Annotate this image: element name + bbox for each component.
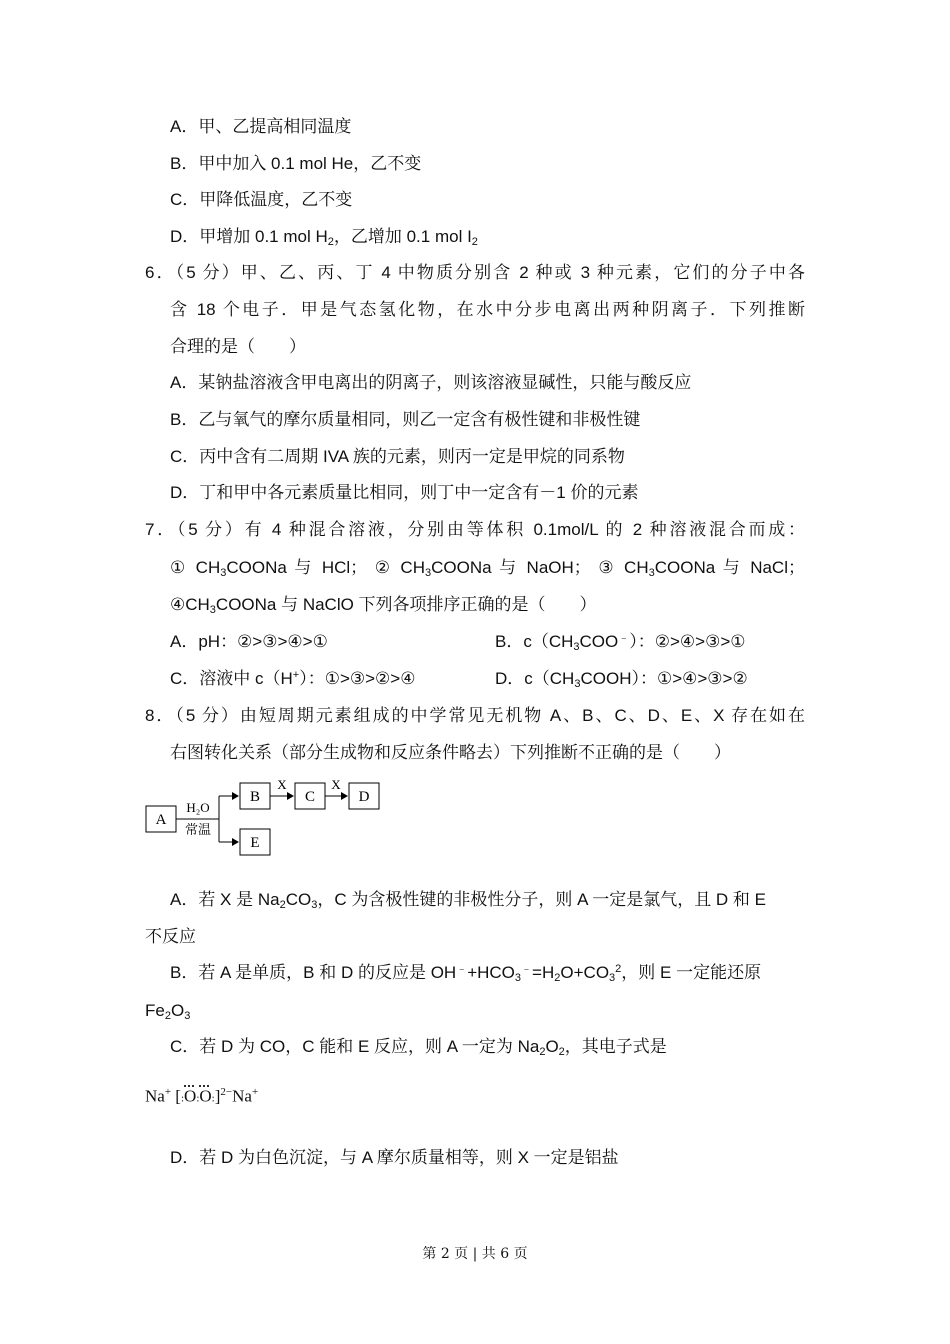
reagent-label: H₂O xyxy=(186,800,210,815)
text-segment: 2 xyxy=(558,1046,565,1058)
reagent-x-1: X xyxy=(277,777,287,792)
charge-plus: + xyxy=(164,1086,172,1098)
q5-option-a xyxy=(170,116,351,138)
text-segment: COONa 与 NaCl； xyxy=(654,558,805,577)
text-segment: 不反应 xyxy=(145,927,196,946)
text-segment: 3 xyxy=(311,899,318,911)
text-segment: 2 xyxy=(615,963,622,975)
text-segment: +HCO xyxy=(467,963,515,982)
text-segment: A．若 X 是 Na xyxy=(170,890,280,909)
text-segment: 合理的是（ ） xyxy=(170,337,306,356)
text-segment: 2 xyxy=(554,972,561,984)
text-segment: 2 xyxy=(279,899,286,911)
text-segment: 3 xyxy=(184,1010,191,1022)
text-segment: 3 xyxy=(609,972,616,984)
text-segment: =H xyxy=(532,963,555,982)
q8-option-b-2 xyxy=(145,1000,190,1022)
text-segment: Fe xyxy=(145,1001,165,1020)
text-segment: ）：①>③>②>④ xyxy=(299,669,416,688)
conversion-diagram xyxy=(144,776,384,856)
oxygen-1: O xyxy=(184,1086,197,1106)
text-segment: D．若 D 为白色沉淀，与 A 摩尔质量相等，则 X 一定是铝盐 xyxy=(170,1148,619,1167)
page-footer: 第 2 页 | 共 6 页 xyxy=(422,1246,528,1262)
text-segment: ，其电子式是 xyxy=(564,1037,667,1056)
sodium: Na xyxy=(232,1086,252,1106)
text-segment: A．甲、乙提高相同温度 xyxy=(170,117,352,136)
q7-stem-2 xyxy=(170,557,805,579)
text-segment: 2 xyxy=(327,236,334,248)
text-segment: CO xyxy=(285,890,312,909)
text-segment: C．丙中含有二周期 IVA 族的元素，则丙一定是甲烷的同系物 xyxy=(170,447,625,466)
text-segment: 3 xyxy=(514,972,522,984)
q8-option-d xyxy=(170,1147,619,1169)
text-segment: D．丁和甲中各元素质量比相同，则丁中一定含有－1 价的元素 xyxy=(170,483,639,502)
text-segment: 8．（5 分）由短周期元素组成的中学常见无机物 A、B、C、D、E、X 存在如在 xyxy=(145,706,805,725)
q8-stem-1 xyxy=(145,705,805,727)
q8-option-a-2 xyxy=(145,926,196,948)
text-segment: ① CH xyxy=(170,558,221,577)
box-d-label: D xyxy=(358,789,370,805)
q8-option-b-1 xyxy=(170,962,761,984)
text-segment: C．溶液中 c（H xyxy=(170,669,293,688)
text-segment: ﹣ xyxy=(618,632,630,644)
q7-option-a xyxy=(170,631,328,653)
q8-stem-2 xyxy=(170,742,731,764)
q7-stem-1 xyxy=(145,519,805,541)
charge-2minus: 2− xyxy=(220,1086,233,1098)
text-segment: 2 xyxy=(471,236,478,248)
text-segment: COONa 与 NaOH； ③ CH xyxy=(431,558,649,577)
text-segment: D．甲增加 0.1 mol H xyxy=(170,227,328,246)
text-segment: 7．（5 分）有 4 种混合溶液，分别由等体积 0.1mol/L 的 2 种溶液混合而成： xyxy=(145,520,805,539)
text-segment: 2 xyxy=(539,1046,546,1058)
text-segment: 3 xyxy=(574,678,581,690)
text-segment: COONa 与 NaClO 下列各项排序正确的是（ ） xyxy=(215,595,597,614)
box-a-label: A xyxy=(155,812,167,828)
q6-option-b xyxy=(170,409,640,431)
q7-stem-3 xyxy=(170,594,597,616)
sodium: Na xyxy=(145,1086,165,1106)
text-segment: A．某钠盐溶液含甲电离出的阴离子，则该溶液显碱性，只能与酸反应 xyxy=(170,373,692,392)
text-segment: ）：②>④>③>① xyxy=(629,632,746,651)
q6-option-c xyxy=(170,446,625,468)
bracket-left: [ xyxy=(175,1086,181,1106)
box-e-label: E xyxy=(250,835,260,851)
oxygen-2: O xyxy=(199,1086,212,1106)
text-segment: B．若 A 是单质，B 和 D 的反应是 OH xyxy=(170,963,457,982)
text-segment: 6．（5 分）甲、乙、丙、丁 4 中物质分别含 2 种或 3 种元素，它们的分子中各 xyxy=(145,263,805,282)
text-segment: 3 xyxy=(573,641,580,653)
text-segment: D．c（CH xyxy=(495,669,575,688)
q6-stem-1 xyxy=(145,262,805,284)
text-segment: C．甲降低温度，乙不变 xyxy=(170,190,353,209)
text-segment: 2 xyxy=(164,1010,171,1022)
text-segment: B．甲中加入 0.1 mol He，乙不变 xyxy=(170,154,422,173)
text-segment: ﹣ xyxy=(521,963,533,975)
q8-option-a-1 xyxy=(170,889,766,911)
q5-option-b xyxy=(170,153,421,175)
q8-option-c xyxy=(170,1036,667,1058)
text-segment: O xyxy=(170,1001,185,1020)
text-segment: COOH）：①>④>③>② xyxy=(580,669,748,688)
q6-option-a xyxy=(170,372,691,394)
text-segment: 3 xyxy=(220,567,227,579)
text-segment: 3 xyxy=(424,567,432,579)
box-b-label: B xyxy=(249,789,261,805)
text-segment: 3 xyxy=(648,567,655,579)
text-segment: B．乙与氧气的摩尔质量相同，则乙一定含有极性键和非极性键 xyxy=(170,410,641,429)
na2o2-electron-formula: Na+ [:O:O:]$^{2-}$Na+ xyxy=(145,1086,259,1106)
q7-option-c xyxy=(170,668,415,690)
q5-option-d xyxy=(170,226,478,248)
text-segment: O+CO xyxy=(560,963,610,982)
text-segment: ，则 E 一定能还原 xyxy=(621,963,762,982)
q6-stem-2 xyxy=(170,299,805,321)
text-segment: ﹣ xyxy=(456,963,468,975)
text-segment: 3 xyxy=(209,604,216,616)
q7-option-d xyxy=(495,668,748,690)
text-segment: + xyxy=(292,669,300,681)
q6-stem-3 xyxy=(170,336,306,358)
box-c-label: C xyxy=(304,789,316,805)
text-segment: C．若 D 为 CO，C 能和 E 反应，则 A 一定为 Na xyxy=(170,1037,540,1056)
text-segment: ，C 为含极性键的非极性分子，则 A 一定是氯气，且 D 和 E xyxy=(317,890,766,909)
q5-option-c xyxy=(170,189,352,211)
text-segment: O xyxy=(545,1037,559,1056)
text-segment: A．pH：②>③>④>① xyxy=(170,632,328,651)
text-segment: ，乙增加 0.1 mol I xyxy=(333,227,472,246)
text-segment: 含 18 个电子．甲是气态氢化物，在水中分步电离出两种阴离子．下列推断 xyxy=(170,300,805,319)
bracket-right: ] xyxy=(214,1086,221,1106)
text-segment: COONa 与 HCl； ② CH xyxy=(226,558,425,577)
reagent-x-2: X xyxy=(331,777,341,792)
charge-plus: + xyxy=(251,1086,259,1098)
text-segment: B．c（CH xyxy=(495,632,574,651)
q6-option-d xyxy=(170,482,638,504)
text-segment: COO xyxy=(579,632,619,651)
condition-label: 常温 xyxy=(184,823,212,838)
q7-option-b xyxy=(495,631,746,653)
text-segment: 右图转化关系（部分生成物和反应条件略去）下列推断不正确的是（ ） xyxy=(170,743,731,762)
text-segment: ④CH xyxy=(170,595,210,614)
